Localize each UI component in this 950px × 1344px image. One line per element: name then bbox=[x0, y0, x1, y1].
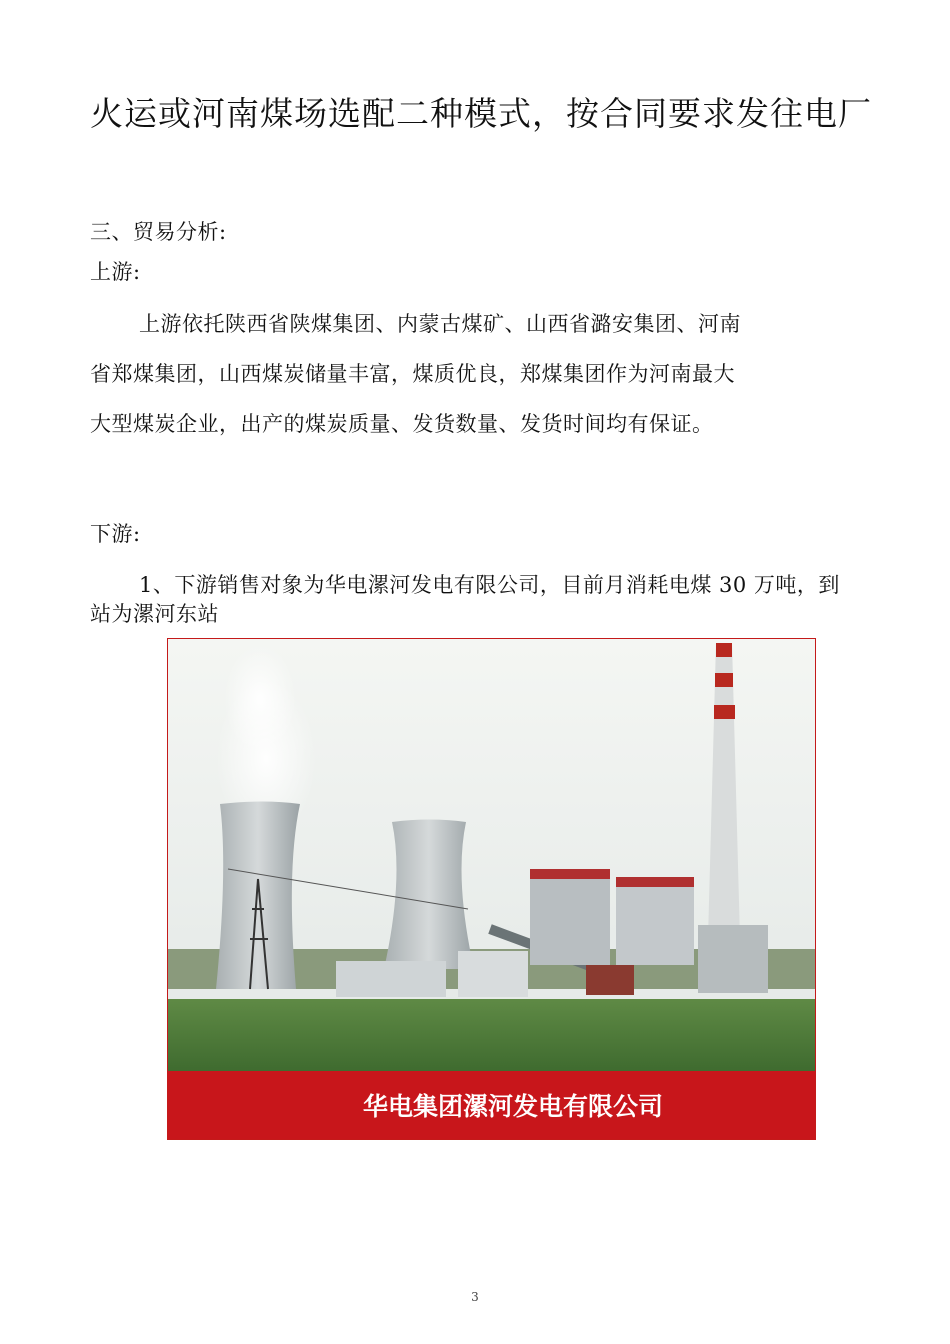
boiler-house bbox=[616, 883, 694, 965]
section-title-trade-analysis: 三、贸易分析: bbox=[90, 220, 227, 244]
power-plant-photo bbox=[167, 638, 816, 1140]
silos bbox=[698, 925, 768, 993]
downstream-label: 下游: bbox=[90, 522, 141, 546]
green-field bbox=[168, 999, 815, 1071]
downstream-paragraph-line: 1、下游销售对象为华电漯河发电有限公司，目前月消耗电煤 30 万吨，到 bbox=[139, 573, 840, 597]
upstream-label: 上游: bbox=[90, 260, 141, 284]
upstream-paragraph-line: 上游依托陕西省陕煤集团、内蒙古煤矿、山西省潞安集团、河南 bbox=[139, 312, 741, 336]
upstream-paragraph-line: 省郑煤集团，山西煤炭储量丰富，煤质优良，郑煤集团作为河南最大 bbox=[90, 362, 735, 386]
cooling-tower bbox=[216, 802, 300, 990]
boiler-house bbox=[530, 875, 610, 965]
downstream-paragraph-line: 站为漯河东站 bbox=[90, 602, 219, 626]
upstream-paragraph-line: 大型煤炭企业，出产的煤炭质量、发货数量、发货时间均有保证。 bbox=[90, 412, 714, 436]
photo-caption: 华电集团漯河发电有限公司 bbox=[362, 1092, 664, 1121]
cooling-tower bbox=[384, 820, 474, 970]
page-heading: 火运或河南煤场选配二种模式，按合同要求发往电厂 bbox=[90, 94, 872, 133]
page-number: 3 bbox=[471, 1290, 479, 1304]
